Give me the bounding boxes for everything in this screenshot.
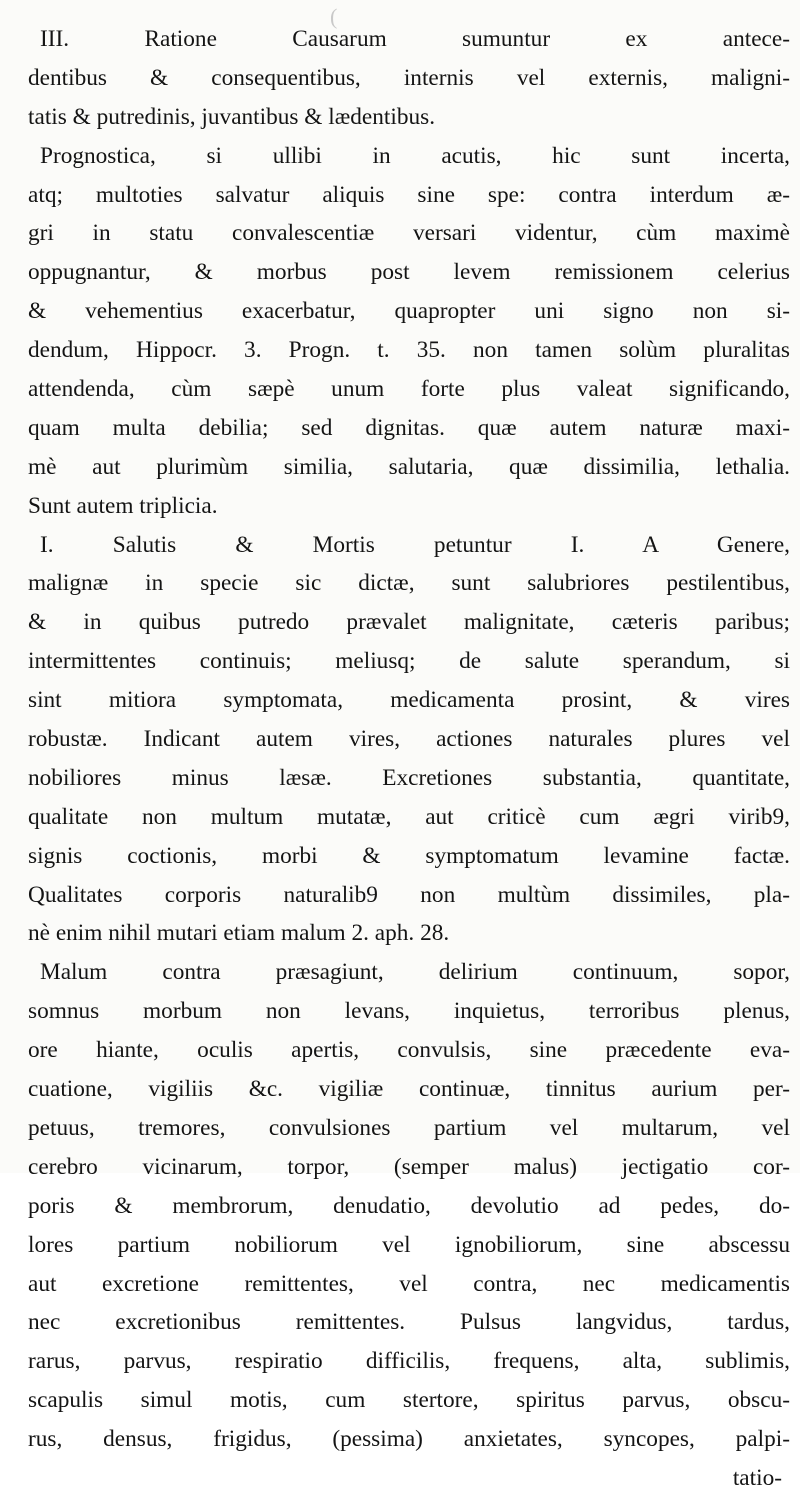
text-line: gri in statu convalescentiæ versari videntur, cùm maximè	[28, 220, 790, 247]
text-line: somnus morbum non levans, inquietus, terroribus plenus,	[28, 998, 790, 1025]
text-line: nè enim nihil mutari etiam malum 2. aph. 28.	[28, 920, 450, 947]
text-line: signis coctionis, morbi & symptomatum levamine factæ.	[28, 842, 790, 869]
text-line: scapulis simul motis, cum stertore, spiritus parvus, obscu-	[28, 1387, 790, 1414]
text-line: qualitate non multum mutatæ, aut criticè cum ægri virib9,	[28, 803, 790, 830]
text-line: dendum, Hippocr. 3. Progn. t. 35. non tamen solùm pluralitas	[28, 337, 790, 364]
text-body	[28, 20, 790, 1498]
text-line: sint mitiora symptomata, medicamenta prosint, & vires	[28, 687, 790, 714]
text-line: tatis & putredinis, juvantibus & lædentibus.	[28, 103, 436, 130]
text-line: poris & membrorum, denudatio, devolutio ad pedes, do-	[28, 1192, 790, 1219]
text-line: petuus, tremores, convulsiones partium vel multarum, vel	[28, 1114, 790, 1141]
text-line: III. Ratione Causarum sumuntur ex antece-	[40, 26, 790, 52]
text-line: aut excretione remittentes, vel contra, nec medicamentis	[28, 1270, 790, 1297]
text-line: tatio-	[732, 1464, 782, 1491]
text-line: Qualitates corporis naturalib9 non multùm dissimiles, pla-	[28, 881, 790, 908]
text-line: rus, densus, frigidus, (pessima) anxietates, syncopes, palpi-	[28, 1426, 790, 1453]
text-line: & vehementius exacerbatur, quapropter uni signo non si-	[28, 298, 790, 325]
text-line: cuatione, vigiliis &c. vigiliæ continuæ, tinnitus aurium per-	[28, 1076, 790, 1103]
text-line: dentibus & consequentibus, internis vel externis, maligni-	[28, 64, 790, 91]
text-line: attendenda, cùm sæpè unum forte plus valeat significando,	[28, 376, 790, 403]
text-line: Prognostica, si ullibi in acutis, hic sunt incerta,	[40, 142, 790, 169]
text-line: malignæ in specie sic dictæ, sunt salubriores pestilentibus,	[28, 570, 790, 597]
text-line: cerebro vicinarum, torpor, (semper malus) jectigatio cor-	[28, 1153, 790, 1180]
text-line: lores partium nobiliorum vel ignobiliorum, sine abscessu	[28, 1231, 790, 1258]
text-line: intermittentes continuis; meliusq; de salute sperandum, si	[28, 648, 790, 675]
text-line: nobiliores minus læsæ. Excretiones substantia, quantitate,	[28, 764, 790, 791]
text-line: nec excretionibus remittentes. Pulsus langvidus, tardus,	[28, 1309, 790, 1336]
text-line: oppugnantur, & morbus post levem remissionem celerius	[28, 259, 790, 286]
text-line: Sunt autem triplicia.	[28, 492, 218, 519]
corner-mark: (	[330, 4, 338, 29]
text-line: ore hiante, oculis apertis, convulsis, sine præcedente eva-	[28, 1037, 790, 1064]
text-line: & in quibus putredo prævalet malignitate, cæteris paribus;	[28, 609, 790, 636]
text-line: mè aut plurimùm similia, salutaria, quæ dissimilia, lethalia.	[28, 453, 790, 480]
text-line: robustæ. Indicant autem vires, actiones naturales plures vel	[28, 726, 790, 753]
text-line: atq; multoties salvatur aliquis sine spe: contra interdum æ-	[28, 181, 790, 208]
text-line: I. Salutis & Mortis petuntur I. A Genere,	[40, 531, 790, 558]
text-line: rarus, parvus, respiratio difficilis, frequens, alta, sublimis,	[28, 1348, 790, 1375]
text-line: Malum contra præsagiunt, delirium continuum, sopor,	[40, 959, 790, 986]
text-line: quam multa debilia; sed dignitas. quæ autem naturæ maxi-	[28, 414, 790, 441]
